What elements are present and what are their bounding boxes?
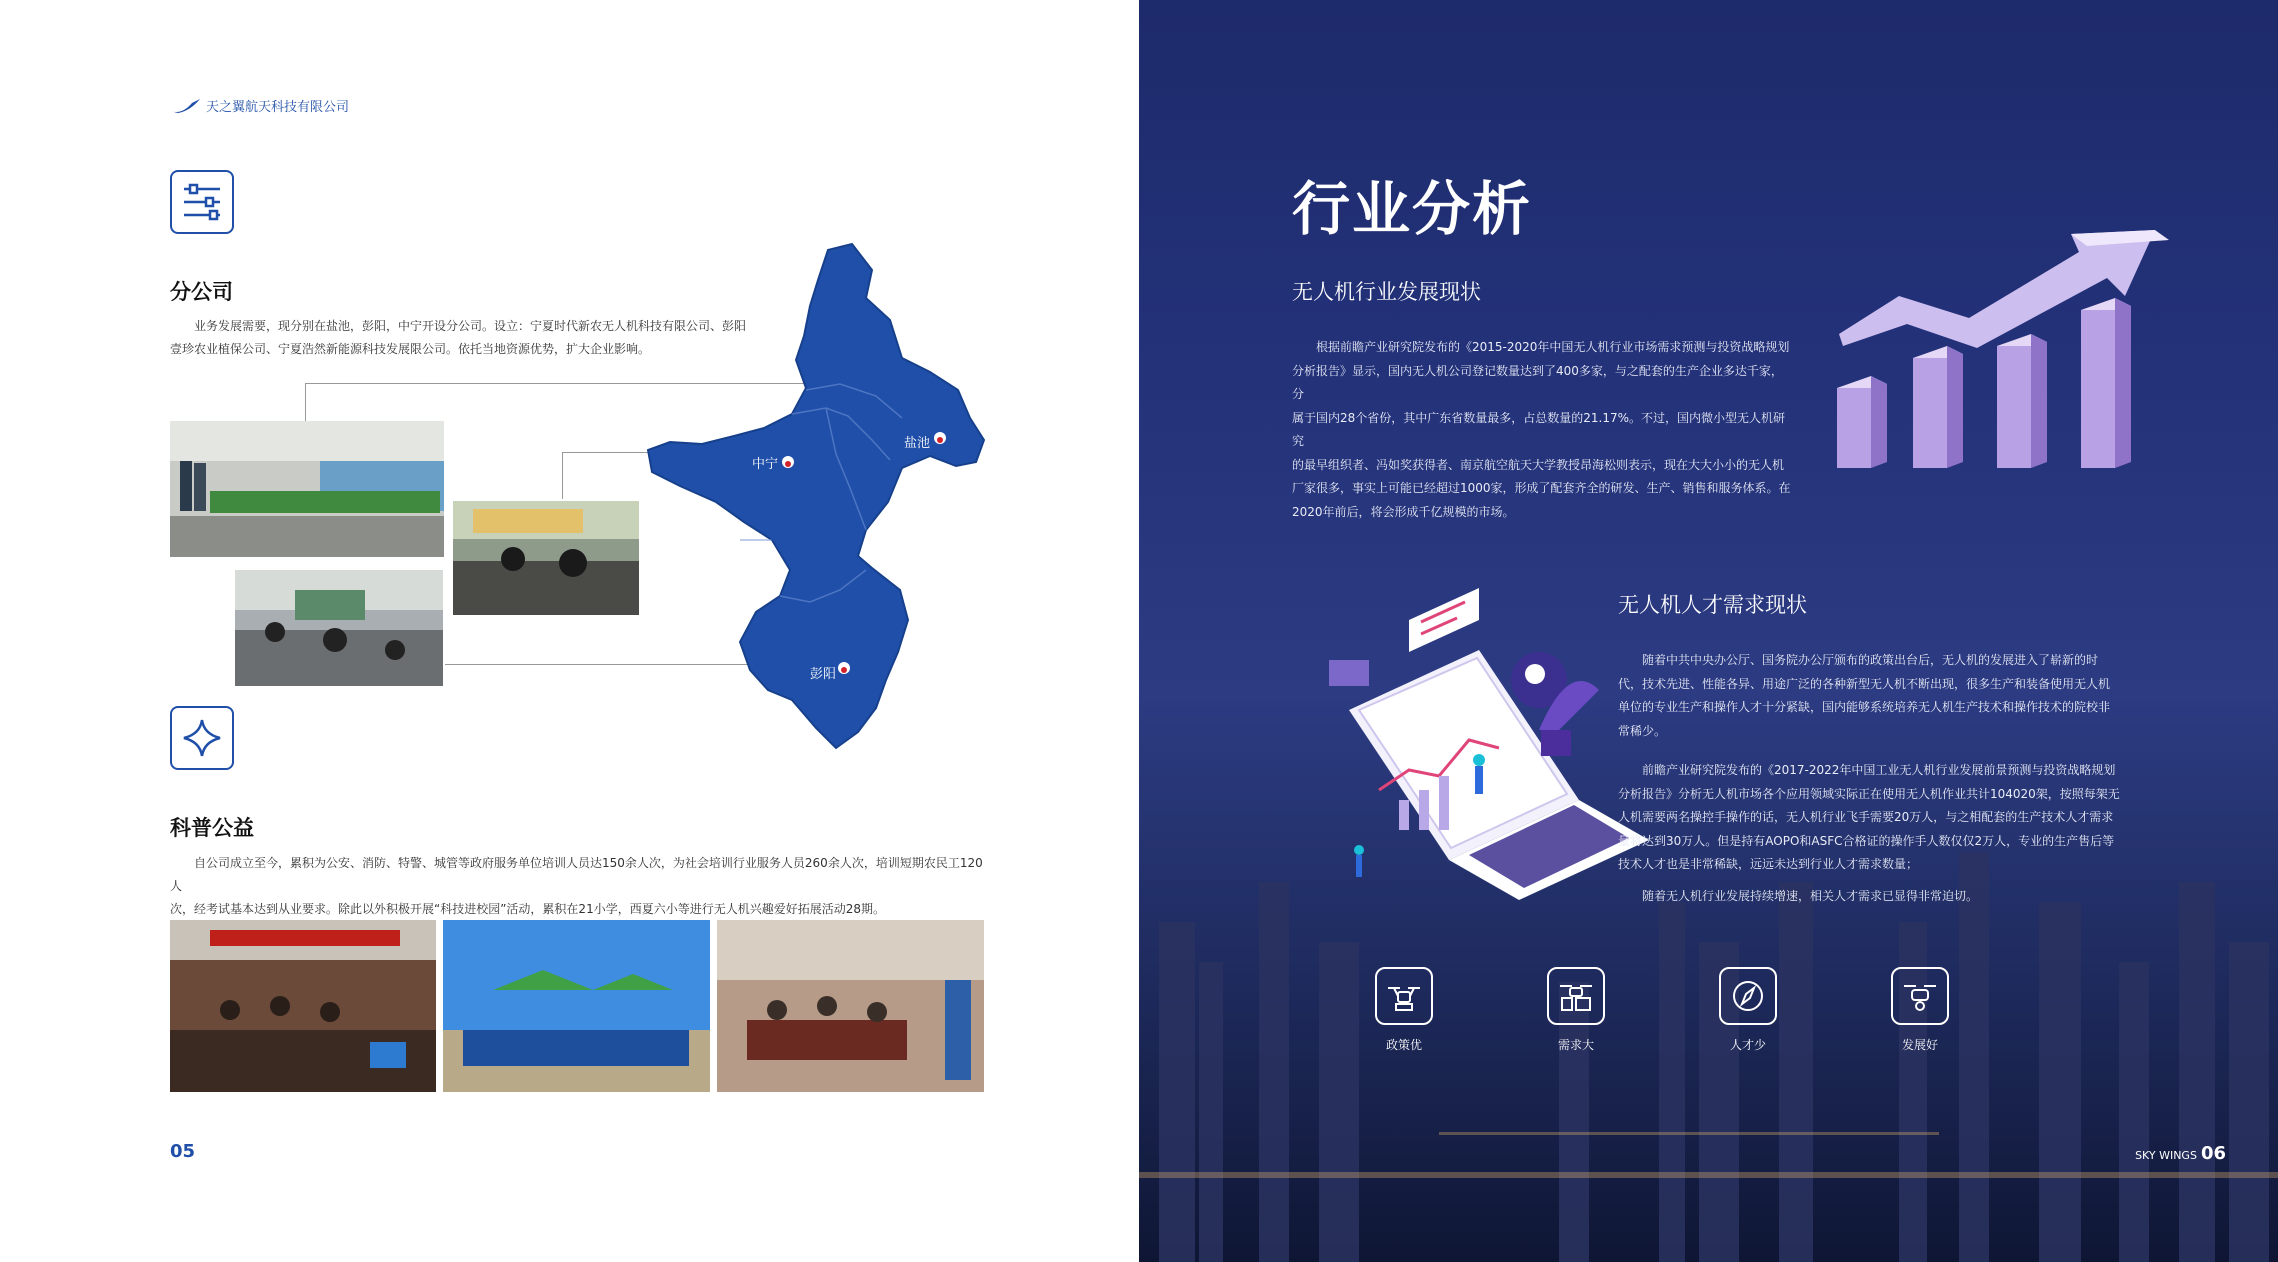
company-logo [168,96,349,115]
map-label-zhongning: 中宁 [752,457,779,472]
talent-demand-text [1618,649,2138,908]
map-label-pengyang: 彭阳 [810,667,837,682]
icon-label-policy: 政策优 [1385,1038,1422,1052]
public-welfare-text [170,852,990,921]
footer-brand [2135,1143,2226,1164]
sliders-icon [170,170,234,234]
page-number-left: 05 [170,1141,196,1162]
icon-label-talent: 人才少 [1729,1038,1766,1052]
talent-demand-line4: 常稀少。 [1618,723,1667,738]
public-welfare-text-line1: 自公司成立至今，累积为公安、消防、特警、城管等政府服务单位培训人员达150余人次，为社会培训行业服务人员260余人次，培训短期农民工120人 [170,856,983,893]
branch-title: 分公司 [170,280,233,304]
drone-photo-icon [1547,967,1605,1025]
wing-logo-icon [168,97,202,115]
drone-camera-icon [1891,967,1949,1025]
industry-status-line6: 2020年前后，将会形成千亿规模的市场。 [1292,504,1515,519]
talent-demand-line3: 单位的专业生产和操作人才十分紧缺，国内能够系统培养无人机生产技术和操作技术的院校非 [1618,700,2111,714]
conclusion-line: 随着无人机行业发展持续增速，相关人才需求已显得非常迫切。 [1642,888,1979,903]
star-icon [170,706,234,770]
talent-demand-line2: 代，技术先进、性能各异、用途广泛的各种新型无人机不断出现，很多生产和装备使用无人机 [1618,676,2111,691]
icon-label-development: 发展好 [1901,1038,1938,1052]
growth-chart-illustration [1829,226,2249,476]
icon-label-demand: 需求大 [1557,1038,1594,1052]
industry-status-line5: 厂家很多，事实上可能已经超过1000家，形成了配套齐全的研发、生产、销售和服务体系。在 [1292,481,1791,495]
photo-outdoor-event [443,920,710,1092]
talent-demand-subtitle: 无人机人才需求现状 [1618,593,1807,617]
industry-status-line4: 的最早组织者、冯如奖获得者、南京航空航天大学教授昂海松则表示，现在大大小小的无人机 [1292,457,1785,472]
photo-drone-workshop [453,501,639,615]
industry-analysis-title: 行业分析 [1292,175,1533,243]
public-welfare-title: 科普公益 [170,816,254,840]
industry-status-text [1292,336,1792,524]
industry-status-line2: 分析报告》显示，国内无人机公司登记数量达到了400多家，与之配套的生产企业多达千家，分 [1292,363,1783,401]
photo-drone-lab [235,570,443,686]
compass-icon [1719,967,1777,1025]
branch-text-line2: 壹珍农业植保公司、宁夏浩然新能源科技发展限公司。依托当地资源优势，扩大企业影响。 [170,342,651,356]
market-report-line3: 人机需要两名操控手操作的话，无人机行业飞手需要20万人，与之相配套的生产技术人才需求 [1618,810,2114,824]
photo-training-room [170,421,444,557]
public-welfare-text-line2: 次，经考试基本达到从业要求。除此以外积极开展“科技进校园”活动，累积在21小学，西夏六小等进行无人机兴趣爱好拓展活动28期。 [170,902,885,916]
market-report-line5: 技术人才也是非常稀缺，远远未达到行业人才需求数量； [1618,857,1919,871]
market-report-line1: 前瞻产业研究院发布的《2017-2022年中国工业无人机行业发展前景预测与投资战略规划 [1642,763,2116,777]
map-label-yanchi: 盐池 [904,436,931,451]
talent-demand-line1: 随着中共中央办公厅、国务院办公厅颁布的政策出台后，无人机的发展进入了崭新的时 [1642,653,2099,667]
branch-text-line1: 业务发展需要，现分别在盐池，彭阳，中宁开设分公司。设立：宁夏时代新农无人机科技有限公司、彭阳 [194,319,747,333]
photo-school-activity [717,920,984,1092]
ningxia-map [640,240,1000,764]
brand-name: SKY WINGS [2135,1149,2197,1162]
drone-icon [1375,967,1433,1025]
industry-status-line3: 属于国内28个省份，其中广东省数量最多，占总数量的21.17%。不过，国内微小型无人机研究 [1292,410,1786,448]
industry-status-subtitle: 无人机行业发展现状 [1292,280,1481,304]
photo-classroom [170,920,436,1092]
company-name: 天之翼航天科技有限公司 [206,100,350,115]
right-page [1139,0,2278,1262]
market-report-line2: 分析报告》分析无人机市场各个应用领域实际正在使用无人机作业共计104020架，按照每架无 [1618,786,2120,801]
industry-status-line1: 根据前瞻产业研究院发布的《2015-2020年中国无人机行业市场需求预测与投资战略规划 [1316,340,1790,354]
market-report-line4: 量将达到30万人。但是持有AOPO和ASFC合格证的操作手人数仅仅2万人，专业的生产售后等 [1618,833,2115,848]
page-number-right: 06 [2200,1143,2226,1164]
